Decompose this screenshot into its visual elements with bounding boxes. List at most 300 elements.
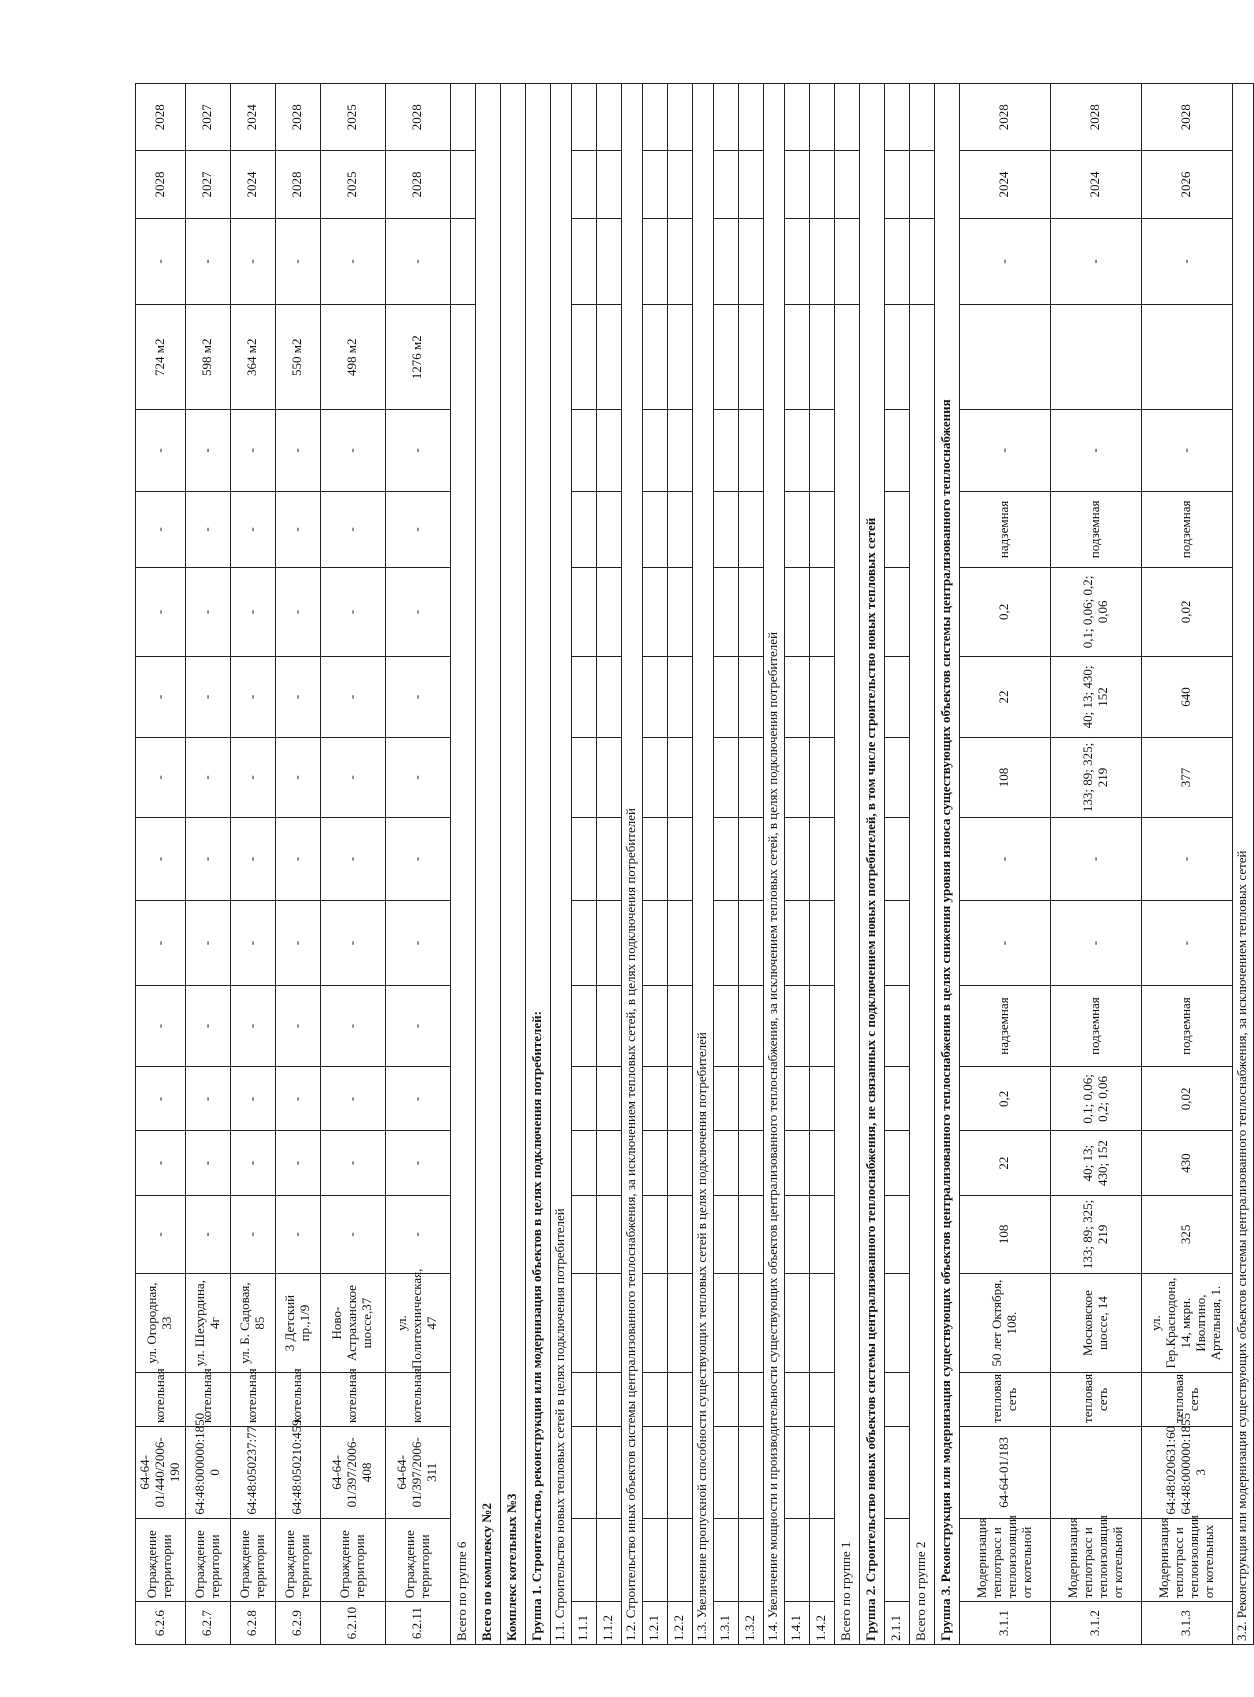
empty-cell bbox=[713, 1131, 738, 1195]
dash-cell: - bbox=[185, 817, 230, 901]
empty-cell bbox=[642, 218, 667, 305]
item-number: 6.2.6 bbox=[136, 1602, 186, 1645]
empty-cell bbox=[571, 568, 596, 657]
dash-cell: - bbox=[230, 1067, 275, 1131]
laying-after: надземная bbox=[959, 491, 1050, 567]
dash-cell: - bbox=[320, 218, 385, 305]
section-heading-row bbox=[859, 84, 884, 1645]
dash-cell: - bbox=[385, 1067, 450, 1131]
item-number: 6.2.11 bbox=[385, 1602, 450, 1645]
table-row bbox=[959, 84, 1050, 1645]
empty-cell bbox=[713, 985, 738, 1067]
dash-cell: - bbox=[185, 738, 230, 817]
empty-cell bbox=[667, 738, 692, 817]
empty-cell bbox=[642, 656, 667, 738]
empty-cell bbox=[884, 1426, 909, 1518]
dash-cell: - bbox=[230, 410, 275, 492]
empty-cell bbox=[713, 568, 738, 657]
subsection-1-2: 1.2. Строительство иных объектов системы централизованного теплоснабжения, за исключением тепловых сетей, в целях подключения потребителей bbox=[621, 84, 642, 1645]
subsection-row bbox=[621, 84, 642, 1645]
empty-cell bbox=[713, 218, 738, 305]
object-type: тепловая сеть bbox=[1050, 1372, 1141, 1426]
dash-cell: - bbox=[320, 738, 385, 817]
item-name: Ограждение территории bbox=[275, 1518, 320, 1602]
empty-cell bbox=[809, 1518, 834, 1602]
table-row bbox=[230, 84, 275, 1645]
dash-cell: - bbox=[320, 1195, 385, 1273]
year-end: 2028 bbox=[275, 84, 320, 151]
diameter-after: 377 bbox=[1141, 738, 1232, 817]
year-start: 2028 bbox=[385, 151, 450, 218]
empty-cell bbox=[809, 656, 834, 738]
empty-cell bbox=[667, 410, 692, 492]
dash-cell: - bbox=[1141, 218, 1232, 305]
subsection-row bbox=[1232, 84, 1253, 1645]
empty-cell bbox=[738, 1518, 763, 1602]
empty-cell bbox=[738, 901, 763, 986]
empty-cell bbox=[809, 305, 834, 410]
dash-cell: - bbox=[320, 656, 385, 738]
empty-cell bbox=[738, 568, 763, 657]
dash-cell: - bbox=[385, 218, 450, 305]
item-number: 1.4.2 bbox=[809, 1602, 834, 1645]
diameter-before: 325 bbox=[1141, 1195, 1232, 1273]
empty-cell bbox=[784, 568, 809, 657]
length-after: 640 bbox=[1141, 656, 1232, 738]
empty-cell bbox=[713, 305, 738, 410]
dash-cell: - bbox=[136, 738, 186, 817]
dash-cell: - bbox=[275, 1195, 320, 1273]
dash-cell: - bbox=[185, 568, 230, 657]
dash-cell: - bbox=[320, 817, 385, 901]
empty-cell bbox=[571, 84, 596, 151]
dash-cell: - bbox=[320, 491, 385, 567]
empty-cell bbox=[450, 84, 475, 151]
year-end: 2024 bbox=[230, 84, 275, 151]
year-start: 2025 bbox=[320, 151, 385, 218]
table-row bbox=[136, 84, 186, 1645]
empty-cell bbox=[642, 1067, 667, 1131]
cadastral-number: 64:48:020631:60 64:48:000000:1855 3 bbox=[1141, 1426, 1232, 1518]
empty-cell bbox=[834, 151, 859, 218]
object-type: тепловая сеть bbox=[959, 1372, 1050, 1426]
year-start: 2027 bbox=[185, 151, 230, 218]
empty-cell bbox=[642, 151, 667, 218]
dash-cell: - bbox=[185, 1195, 230, 1273]
item-name: Ограждение территории bbox=[136, 1518, 186, 1602]
length-before: 40; 13; 430; 152 bbox=[1050, 1131, 1141, 1195]
empty-cell bbox=[596, 985, 621, 1067]
empty-cell bbox=[784, 84, 809, 151]
total-complex2-label: Всего по комплексу №2 bbox=[475, 84, 500, 1645]
empty-cell bbox=[738, 1131, 763, 1195]
empty-cell bbox=[713, 656, 738, 738]
empty-cell bbox=[642, 1274, 667, 1373]
empty-cell bbox=[884, 1131, 909, 1195]
empty-cell bbox=[713, 738, 738, 817]
empty-cell bbox=[713, 84, 738, 151]
subsection-1-4: 1.4. Увеличение мощности и производительности существующих объектов централизованного теплоснабжения, за исключением тепловых сетей, в целях подключения потребителей bbox=[763, 84, 784, 1645]
group2-heading: Группа 2. Строительство новых объектов системы централизованного теплоснабжения, не связанных с подключением новых потребителей, в том числе строительство новых тепловых сетей bbox=[859, 84, 884, 1645]
empty-cell bbox=[884, 491, 909, 567]
dash-cell: - bbox=[185, 901, 230, 986]
year-end: 2025 bbox=[320, 84, 385, 151]
empty-cell bbox=[809, 1195, 834, 1273]
empty-cell bbox=[884, 1195, 909, 1273]
empty-cell bbox=[596, 491, 621, 567]
cadastral-number: 64:48:050237:77 bbox=[230, 1426, 275, 1518]
empty-cell bbox=[809, 901, 834, 986]
dash-cell: - bbox=[230, 901, 275, 986]
item-name: Модернизация теплотрасс и теплоизоляции от котельных bbox=[1141, 1518, 1232, 1602]
empty-cell bbox=[738, 410, 763, 492]
empty-cell bbox=[667, 1518, 692, 1602]
empty-cell bbox=[713, 901, 738, 986]
address: ул. Политехническая, 47 bbox=[385, 1274, 450, 1373]
total-row bbox=[909, 84, 934, 1645]
empty-cell bbox=[667, 1426, 692, 1518]
empty-cell bbox=[667, 985, 692, 1067]
laying-before: подземная bbox=[1050, 985, 1141, 1067]
empty-cell bbox=[809, 84, 834, 151]
empty-cell bbox=[884, 568, 909, 657]
dash-cell: - bbox=[275, 491, 320, 567]
empty-cell bbox=[784, 1518, 809, 1602]
empty-cell bbox=[884, 218, 909, 305]
empty-cell bbox=[884, 738, 909, 817]
dash-cell: - bbox=[185, 218, 230, 305]
subsection-1-1: 1.1. Строительство новых тепловых сетей в целях подключения потребителей bbox=[550, 84, 571, 1645]
empty-cell bbox=[450, 218, 475, 305]
dash-cell: - bbox=[320, 985, 385, 1067]
dash-cell: - bbox=[1141, 410, 1232, 492]
empty-cell bbox=[642, 985, 667, 1067]
empty-cell bbox=[809, 738, 834, 817]
empty-cell bbox=[667, 1195, 692, 1273]
empty-cell bbox=[450, 151, 475, 218]
empty-cell bbox=[667, 305, 692, 410]
dash-cell: - bbox=[275, 985, 320, 1067]
empty-cell bbox=[571, 1372, 596, 1426]
dash-cell: - bbox=[275, 218, 320, 305]
empty-cell bbox=[884, 1518, 909, 1602]
empty-cell bbox=[642, 738, 667, 817]
object-type: котельная bbox=[185, 1372, 230, 1426]
dash-cell: - bbox=[385, 568, 450, 657]
empty-cell bbox=[784, 305, 809, 410]
empty-cell bbox=[571, 1274, 596, 1373]
area: 364 м2 bbox=[230, 305, 275, 410]
empty-cell bbox=[667, 568, 692, 657]
year-end: 2027 bbox=[185, 84, 230, 151]
table-row bbox=[275, 84, 320, 1645]
empty-item-row bbox=[642, 84, 667, 1645]
area: 1276 м2 bbox=[385, 305, 450, 410]
empty-cell bbox=[909, 218, 934, 305]
empty-cell bbox=[642, 84, 667, 151]
laying-before: подземная bbox=[1141, 985, 1232, 1067]
empty-cell bbox=[959, 305, 1050, 410]
object-type: котельная bbox=[136, 1372, 186, 1426]
group1-heading: Группа 1. Строительство, реконструкция или модернизация объектов в целях подключения потребителей: bbox=[525, 84, 550, 1645]
address: ул. Гер.Краснодона, 14, мкрн. Иволгино, Артельная, 1. bbox=[1141, 1274, 1232, 1373]
empty-cell bbox=[738, 985, 763, 1067]
empty-cell bbox=[884, 151, 909, 218]
empty-cell bbox=[596, 568, 621, 657]
empty-cell bbox=[809, 410, 834, 492]
item-number: 6.2.10 bbox=[320, 1602, 385, 1645]
year-start: 2028 bbox=[136, 151, 186, 218]
empty-cell bbox=[642, 1518, 667, 1602]
dash-cell: - bbox=[185, 491, 230, 567]
empty-cell bbox=[784, 985, 809, 1067]
empty-cell bbox=[596, 1372, 621, 1426]
length-before: 22 bbox=[959, 1131, 1050, 1195]
total-row bbox=[834, 84, 859, 1645]
dash-cell: - bbox=[1050, 218, 1141, 305]
empty-cell bbox=[571, 1518, 596, 1602]
empty-cell bbox=[713, 151, 738, 218]
year-start: 2024 bbox=[230, 151, 275, 218]
empty-cell bbox=[1050, 305, 1141, 410]
dash-cell: - bbox=[136, 410, 186, 492]
empty-cell bbox=[784, 738, 809, 817]
length-after: 22 bbox=[959, 656, 1050, 738]
item-number: 1.2.2 bbox=[667, 1602, 692, 1645]
empty-cell bbox=[738, 84, 763, 151]
address: ул. Б. Садовая, 85 bbox=[230, 1274, 275, 1373]
empty-cell bbox=[667, 656, 692, 738]
empty-cell bbox=[784, 1131, 809, 1195]
empty-cell bbox=[596, 1131, 621, 1195]
empty-cell bbox=[667, 151, 692, 218]
dash-cell: - bbox=[136, 985, 186, 1067]
item-number: 2.1.1 bbox=[884, 1602, 909, 1645]
object-type: тепловая сеть bbox=[1141, 1372, 1232, 1426]
item-number: 3.1.1 bbox=[959, 1602, 1050, 1645]
dash-cell: - bbox=[385, 985, 450, 1067]
empty-cell bbox=[667, 218, 692, 305]
dash-cell: - bbox=[136, 1067, 186, 1131]
empty-cell bbox=[738, 817, 763, 901]
table-row bbox=[1050, 84, 1141, 1645]
empty-cell bbox=[738, 1426, 763, 1518]
dash-cell: - bbox=[275, 568, 320, 657]
empty-cell bbox=[809, 218, 834, 305]
empty-cell bbox=[784, 151, 809, 218]
dash-cell: - bbox=[1050, 410, 1141, 492]
subsection-row bbox=[763, 84, 784, 1645]
dash-cell: - bbox=[275, 738, 320, 817]
dash-cell: - bbox=[230, 817, 275, 901]
section-heading-row bbox=[934, 84, 959, 1645]
dash-cell: - bbox=[230, 1131, 275, 1195]
total-group6-label: Всего по группе 6 bbox=[450, 305, 475, 1645]
diameter-after: 133; 89; 325; 219 bbox=[1050, 738, 1141, 817]
empty-cell bbox=[667, 1067, 692, 1131]
empty-cell bbox=[738, 305, 763, 410]
empty-cell bbox=[784, 218, 809, 305]
section-heading-row bbox=[525, 84, 550, 1645]
laying-after: подземная bbox=[1050, 491, 1141, 567]
empty-cell bbox=[642, 1426, 667, 1518]
dash-cell: - bbox=[320, 410, 385, 492]
item-number: 6.2.8 bbox=[230, 1602, 275, 1645]
pressure-after: 0,02 bbox=[1141, 568, 1232, 657]
address: 50 лет Октября, 108. bbox=[959, 1274, 1050, 1373]
dash-cell: - bbox=[959, 410, 1050, 492]
item-name: Ограждение территории bbox=[185, 1518, 230, 1602]
dash-cell: - bbox=[1050, 901, 1141, 986]
empty-cell bbox=[596, 1426, 621, 1518]
empty-cell bbox=[784, 1067, 809, 1131]
empty-cell bbox=[596, 1195, 621, 1273]
empty-cell bbox=[571, 901, 596, 986]
complex3-heading: Комплекс котельных №3 bbox=[500, 84, 525, 1645]
empty-cell bbox=[571, 656, 596, 738]
dash-cell: - bbox=[136, 491, 186, 567]
empty-item-row bbox=[596, 84, 621, 1645]
year-end: 2028 bbox=[959, 84, 1050, 151]
empty-cell bbox=[596, 817, 621, 901]
empty-cell bbox=[642, 305, 667, 410]
total-row bbox=[450, 84, 475, 1645]
empty-cell bbox=[738, 1372, 763, 1426]
empty-cell bbox=[642, 1372, 667, 1426]
item-name: Ограждение территории bbox=[385, 1518, 450, 1602]
cadastral-number bbox=[1050, 1426, 1141, 1518]
empty-cell bbox=[571, 218, 596, 305]
empty-cell bbox=[809, 1372, 834, 1426]
dash-cell: - bbox=[275, 901, 320, 986]
address: ул. Огородная, 33 bbox=[136, 1274, 186, 1373]
empty-cell bbox=[738, 738, 763, 817]
empty-cell bbox=[784, 410, 809, 492]
empty-item-row bbox=[784, 84, 809, 1645]
summary-and-sections bbox=[450, 84, 959, 1645]
empty-cell bbox=[571, 985, 596, 1067]
dash-cell: - bbox=[185, 1131, 230, 1195]
dash-cell: - bbox=[185, 1067, 230, 1131]
table-row bbox=[320, 84, 385, 1645]
empty-cell bbox=[571, 738, 596, 817]
empty-cell bbox=[596, 151, 621, 218]
empty-cell bbox=[642, 901, 667, 986]
empty-cell bbox=[738, 1274, 763, 1373]
dash-cell: - bbox=[385, 410, 450, 492]
empty-cell bbox=[784, 1372, 809, 1426]
year-start: 2024 bbox=[959, 151, 1050, 218]
rotated-page bbox=[135, 83, 1250, 1645]
empty-cell bbox=[571, 151, 596, 218]
item-number: 1.3.1 bbox=[713, 1602, 738, 1645]
empty-cell bbox=[667, 1131, 692, 1195]
empty-cell bbox=[713, 491, 738, 567]
empty-cell bbox=[596, 410, 621, 492]
empty-cell bbox=[642, 1131, 667, 1195]
group3-rows bbox=[959, 84, 1253, 1645]
table-row bbox=[385, 84, 450, 1645]
table-row bbox=[185, 84, 230, 1645]
pressure-after: 0,2 bbox=[959, 568, 1050, 657]
area: 550 м2 bbox=[275, 305, 320, 410]
empty-cell bbox=[596, 218, 621, 305]
empty-cell bbox=[738, 218, 763, 305]
subsection-1-3: 1.3. Увеличение пропускной способности существующих тепловых сетей в целях подключения потребителей bbox=[692, 84, 713, 1645]
empty-cell bbox=[667, 1372, 692, 1426]
empty-cell bbox=[1141, 305, 1232, 410]
item-number: 1.3.2 bbox=[738, 1602, 763, 1645]
empty-cell bbox=[884, 305, 909, 410]
empty-cell bbox=[642, 1195, 667, 1273]
dash-cell: - bbox=[230, 491, 275, 567]
group3-heading: Группа 3. Реконструкция или модернизация существующих объектов централизованного теплоснабжения в целях снижения уровня износа существующих объектов системы централизованного теплоснабжения bbox=[934, 84, 959, 1645]
empty-item-row bbox=[713, 84, 738, 1645]
laying-before: надземная bbox=[959, 985, 1050, 1067]
dash-cell: - bbox=[385, 817, 450, 901]
dash-cell: - bbox=[385, 901, 450, 986]
empty-cell bbox=[809, 1274, 834, 1373]
object-type: котельная bbox=[230, 1372, 275, 1426]
dash-cell: - bbox=[959, 817, 1050, 901]
dash-cell: - bbox=[136, 568, 186, 657]
dash-cell: - bbox=[136, 656, 186, 738]
year-end: 2028 bbox=[136, 84, 186, 151]
dash-cell: - bbox=[136, 1131, 186, 1195]
empty-cell bbox=[667, 817, 692, 901]
address: Ново-Астраханское шоссе,37 bbox=[320, 1274, 385, 1373]
dash-cell: - bbox=[230, 218, 275, 305]
empty-cell bbox=[784, 1274, 809, 1373]
item-name: Модернизация теплотрасс и теплоизоляции от котельной bbox=[1050, 1518, 1141, 1602]
length-before: 430 bbox=[1141, 1131, 1232, 1195]
dash-cell: - bbox=[230, 985, 275, 1067]
item-number: 6.2.9 bbox=[275, 1602, 320, 1645]
empty-cell bbox=[909, 84, 934, 151]
empty-cell bbox=[571, 1067, 596, 1131]
empty-cell bbox=[571, 1195, 596, 1273]
empty-cell bbox=[884, 410, 909, 492]
dash-cell: - bbox=[136, 1195, 186, 1273]
empty-cell bbox=[596, 656, 621, 738]
dash-cell: - bbox=[136, 218, 186, 305]
empty-cell bbox=[571, 817, 596, 901]
pressure-before: 0,1; 0,06; 0,2; 0,06 bbox=[1050, 1067, 1141, 1131]
dash-cell: - bbox=[1141, 901, 1232, 986]
empty-cell bbox=[884, 985, 909, 1067]
empty-cell bbox=[596, 738, 621, 817]
empty-cell bbox=[713, 1274, 738, 1373]
empty-cell bbox=[571, 305, 596, 410]
investment-program-table bbox=[135, 83, 1254, 1645]
dash-cell: - bbox=[275, 656, 320, 738]
section-heading-row bbox=[500, 84, 525, 1645]
empty-cell bbox=[713, 1426, 738, 1518]
subsection-3-2: 3.2. Реконструкция или модернизация существующих объектов системы централизованного теплоснабжения, за исключением тепловых сетей bbox=[1232, 84, 1253, 1645]
dash-cell: - bbox=[320, 568, 385, 657]
empty-cell bbox=[571, 1426, 596, 1518]
year-start: 2024 bbox=[1050, 151, 1141, 218]
subsection-row bbox=[550, 84, 571, 1645]
area: 724 м2 bbox=[136, 305, 186, 410]
dash-cell: - bbox=[230, 1195, 275, 1273]
empty-cell bbox=[713, 410, 738, 492]
total-group1-label: Всего по группе 1 bbox=[834, 305, 859, 1645]
empty-cell bbox=[784, 656, 809, 738]
object-type: котельная bbox=[385, 1372, 450, 1426]
empty-cell bbox=[596, 305, 621, 410]
cadastral-number: 64-64-01/397/2006-311 bbox=[385, 1426, 450, 1518]
